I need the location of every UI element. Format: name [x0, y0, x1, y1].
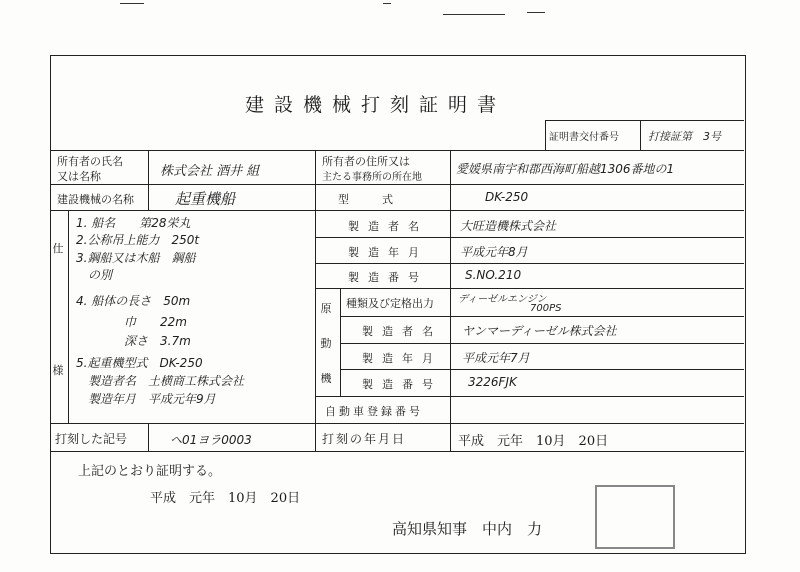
model-label: 型 式 [338, 193, 393, 206]
spec-item: 2.公称吊上能力 250t [76, 233, 200, 247]
manufacturer-label: 製造者名 [348, 220, 428, 233]
engine-output-value: 700PS [530, 303, 562, 314]
issuer-name: 高知県知事 中内 力 [392, 520, 543, 538]
engine-manufacturer-value: ヤンマーディーゼル株式会社 [462, 324, 617, 338]
engine-type-value: ディーゼルエンジン [458, 294, 547, 305]
owner-name-value: 株式会社 酒井 組 [160, 164, 260, 179]
spec-item: 製造者名 土横商工株式会社 [76, 374, 245, 388]
specs-side-label-bottom: 様 [52, 364, 64, 377]
stamp-mark-value: ヘ01ヨラ0003 [170, 433, 252, 447]
engine-date-value: 平成元年7月 [462, 351, 530, 365]
owner-name-label-2: 又は名称 [57, 170, 101, 183]
stamp-date-label: 打刻の年月日 [322, 432, 407, 446]
model-value: DK-250 [485, 190, 529, 204]
owner-address-label: 所有者の住所又は [322, 155, 410, 168]
certification-date: 平成 元年 10月 20日 [150, 491, 301, 506]
owner-name-label: 所有者の氏名 [57, 155, 123, 168]
manufacture-date-label: 製造年月 [348, 246, 428, 259]
manufacture-date-value: 平成元年8月 [460, 245, 528, 259]
registration-label: 自動車登録番号 [325, 405, 423, 418]
engine-side-label: 原 [320, 302, 332, 315]
owner-address-value: 愛媛県南宇和郡西海町船越1306番地の1 [456, 162, 675, 176]
spec-item: 4. 船体の長さ 50m [76, 294, 191, 308]
spec-item: の別 [76, 268, 113, 282]
scan-mark [120, 3, 144, 4]
spec-item: 巾 22m [76, 315, 187, 329]
engine-date-label: 製造年月 [362, 352, 442, 365]
certificate-number-label: 証明書交付番号 [549, 132, 619, 143]
machine-name-value: 起重機船 [175, 190, 236, 208]
official-seal [595, 485, 675, 549]
serial-number-label: 製造番号 [348, 271, 428, 284]
stamp-mark-label: 打刻した記号 [55, 432, 128, 446]
engine-side-label: 動 [320, 337, 332, 350]
scan-mark [443, 14, 505, 15]
spec-item: 深さ 3.7m [76, 334, 191, 348]
certificate-number-value: 打接証第 3号 [648, 130, 721, 143]
stamp-date-value: 平成 元年 10月 20日 [458, 434, 609, 449]
engine-side-label: 機 [320, 372, 332, 385]
engine-manufacturer-label: 製造者名 [362, 325, 442, 338]
engine-serial-label: 製造番号 [362, 378, 442, 391]
owner-address-label-2: 主たる事務所の所在地 [322, 172, 422, 183]
spec-item: 製造年月 平成元年9月 [76, 392, 216, 406]
specs-side-label-top: 仕 [52, 242, 64, 255]
scan-mark [383, 3, 391, 4]
scan-mark [527, 12, 545, 13]
spec-item: 3.鋼船又は木船 鋼船 [76, 251, 196, 265]
spec-item: 5.起重機型式 DK-250 [76, 356, 203, 370]
engine-serial-value: 3226FJK [468, 375, 517, 389]
document-title: 建設機械打刻証明書 [245, 94, 507, 116]
serial-number-value: S.NO.210 [465, 268, 522, 282]
spec-item: 1. 船名 第28栄丸 [76, 216, 191, 230]
manufacturer-value: 大旺造機株式会社 [460, 219, 557, 233]
engine-type-label: 種類及び定格出力 [346, 297, 434, 310]
certification-statement: 上記のとおり証明する。 [78, 464, 222, 479]
machine-name-label: 建設機械の名称 [57, 193, 134, 206]
